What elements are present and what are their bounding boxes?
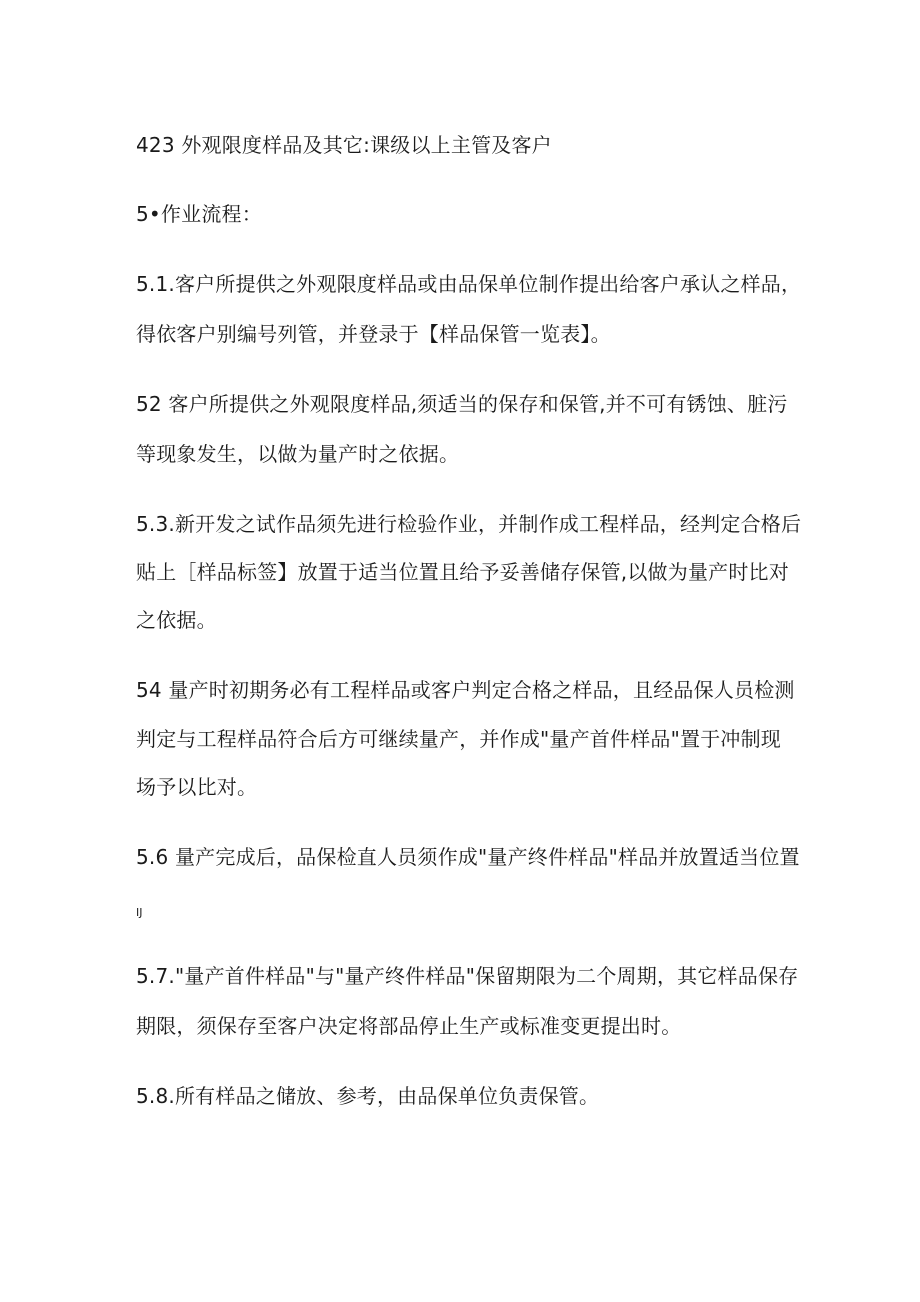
section-5-3-line-3: 之依据。 <box>136 608 217 632</box>
section-5-4-line-1: 54 量产时初期务必有工程样品或客户判定合格之样品，且经品保人员检测 <box>136 678 795 702</box>
section-5-6-line-2: IJ <box>136 906 143 919</box>
section-5-3-line-1: 5.3.新开发之试作品须先进行检验作业，并制作成工程样品，经判定合格后 <box>136 512 802 536</box>
section-5-3-line-2: 贴上［样品标签】放置于适当位置且给予妥善储存保管,以做为量产时比对 <box>136 560 789 584</box>
section-5-7-line-1: 5.7."量产首件样品"与"量产终件样品"保留期限为二个周期，其它样品保存 <box>136 964 799 988</box>
section-5-2-line-2: 等现象发生，以做为量产时之依据。 <box>136 442 460 466</box>
section-5-1-line-2: 得依客户别编号列管，并登录于【样品保管一览表】。 <box>136 322 611 346</box>
section-4-2-3-line: 423 外观限度样品及其它:课级以上主管及客户 <box>136 133 552 157</box>
section-5-heading: 5•作业流程： <box>136 202 262 226</box>
section-5-8-line: 5.8.所有样品之储放、参考，由品保单位负责保管。 <box>136 1084 600 1108</box>
section-5-6-line-1: 5.6 量产完成后，品保检直人员须作成"量产终件样品"样品并放置适当位置 <box>136 845 800 869</box>
section-5-7-line-2: 期限，须保存至客户决定将部品停止生产或标准变更提出时。 <box>136 1014 682 1038</box>
section-5-4-line-2: 判定与工程样品符合后方可继续量产，并作成"量产首件样品"置于冲制现 <box>136 727 781 751</box>
section-5-2-line-1: 52 客户所提供之外观限度样品,须适当的保存和保管,并不可有锈蚀、脏污 <box>136 392 788 416</box>
section-5-1-line-1: 5.1.客户所提供之外观限度样品或由品保单位制作提出给客户承认之样品， <box>136 272 802 296</box>
section-5-4-line-3: 场予以比对。 <box>136 775 258 799</box>
